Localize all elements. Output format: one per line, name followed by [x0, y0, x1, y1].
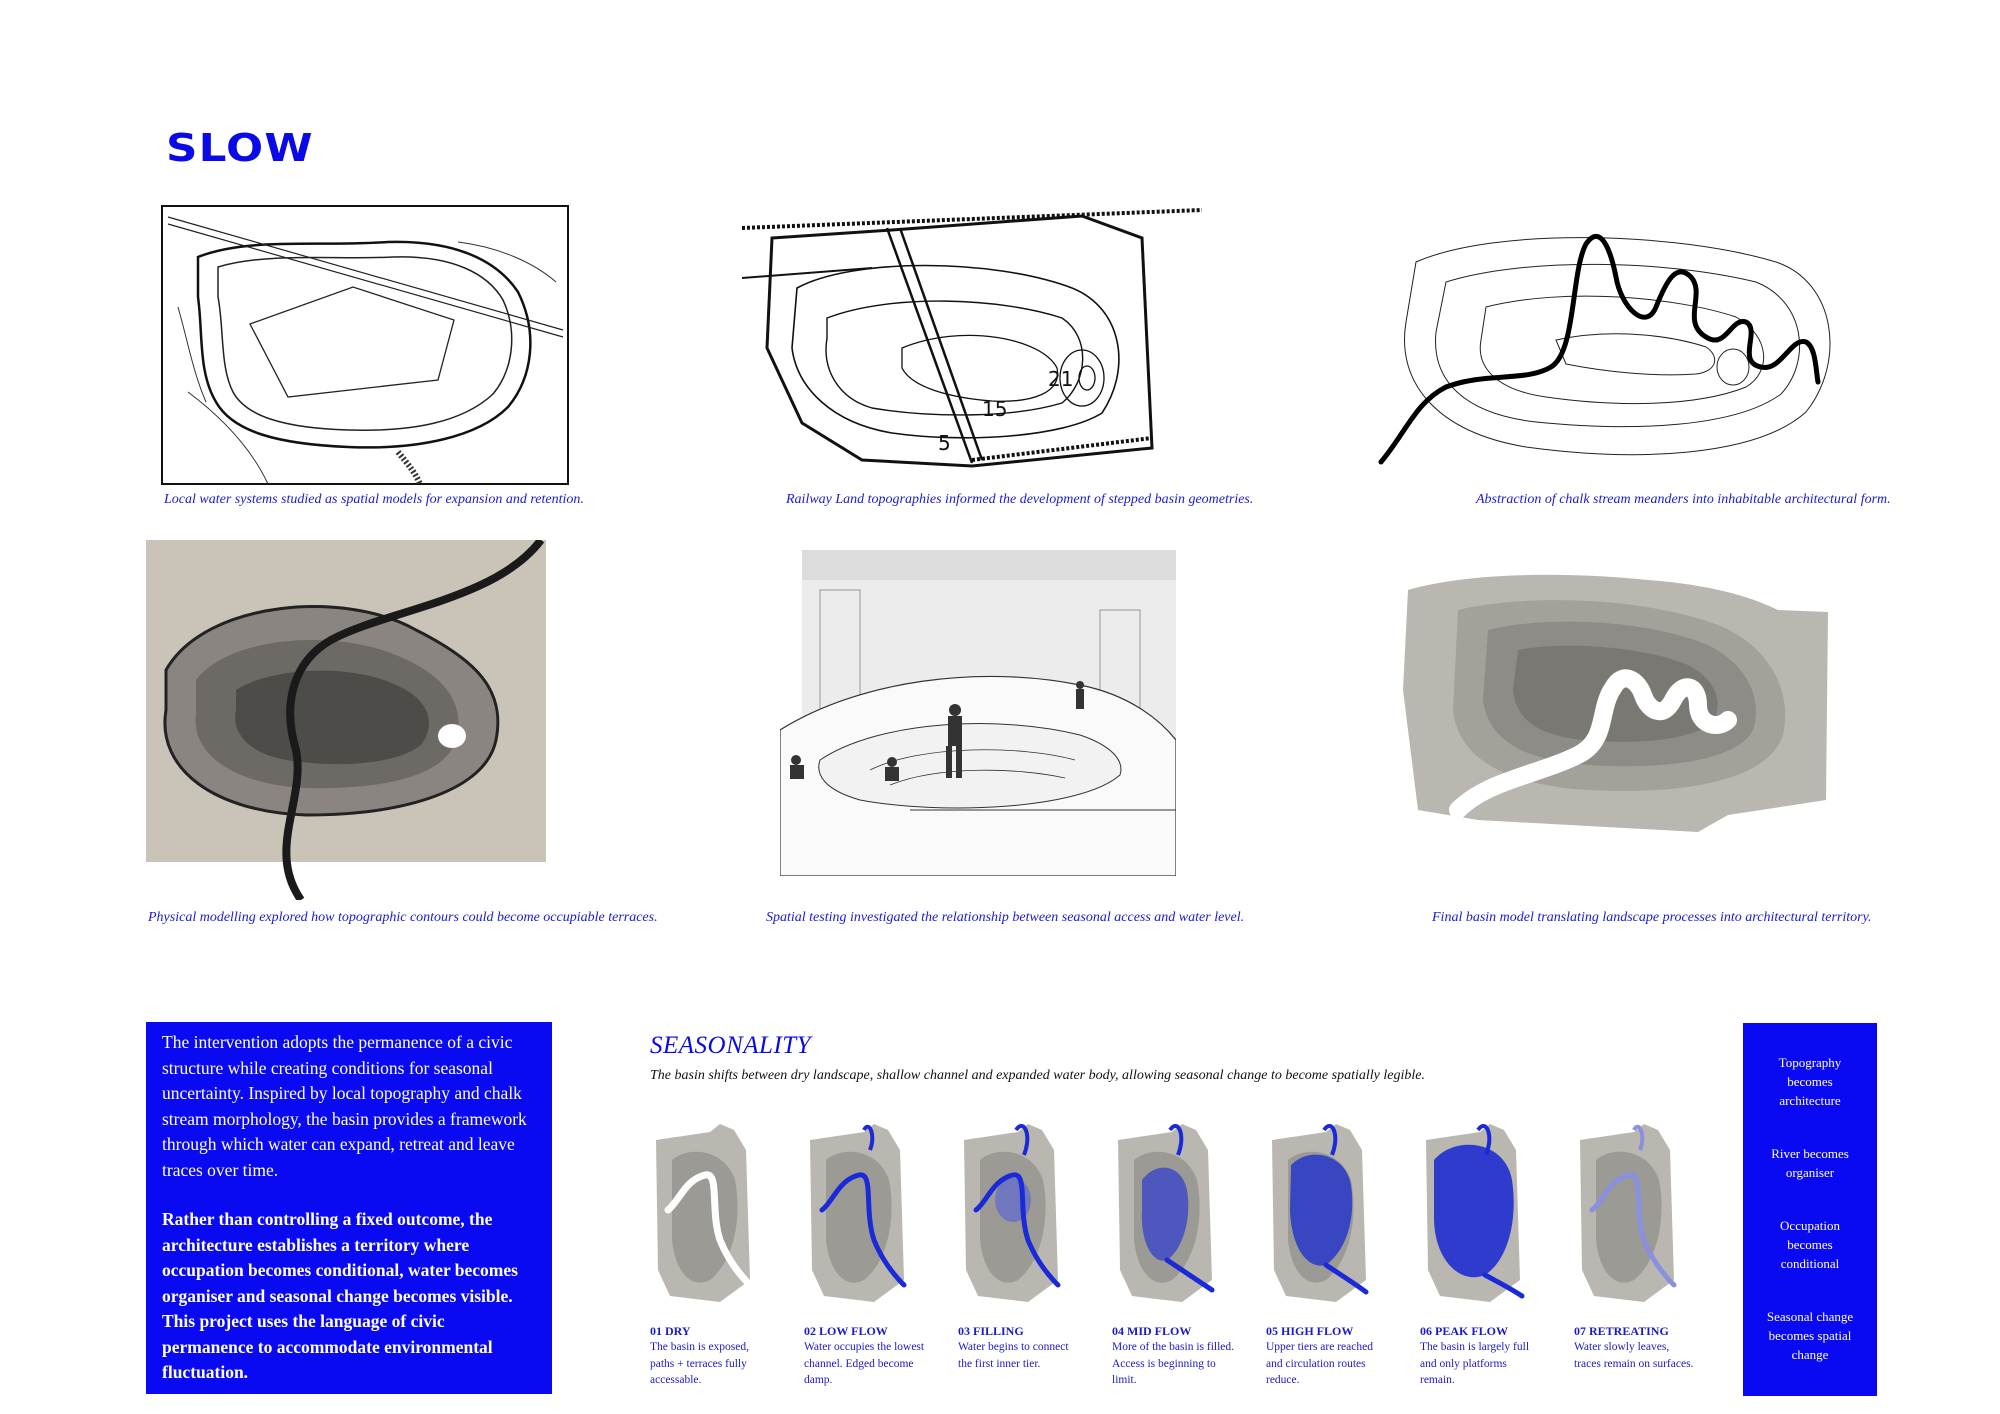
map-railway-land [742, 198, 1202, 490]
final-basin-model [1398, 570, 1830, 832]
phase-description: The basin is exposed, paths + terraces fully accessable. [650, 1341, 750, 1386]
phase-label: 07 RETREATING [1574, 1324, 1669, 1338]
principles-sidebar [1743, 1023, 1877, 1396]
principle-item: Topography becomes architecture [1778, 1055, 1842, 1108]
phase-label: 06 PEAK FLOW [1420, 1324, 1509, 1338]
phase-model-mid-flow [1112, 1120, 1224, 1310]
contour-label-21: 21 [1048, 367, 1074, 391]
sketch-water-systems [158, 202, 578, 490]
caption-railway-land: Railway Land topographies informed the development of stepped basin geometries. [786, 492, 1254, 507]
caption-water-systems: Local water systems studied as spatial models for expansion and retention. [164, 492, 584, 507]
caption-physical-model: Physical modelling explored how topographic contours could become occupiable terraces. [148, 910, 658, 925]
caption-meanders: Abstraction of chalk stream meanders into inhabitable architectural form. [1476, 492, 1891, 507]
phase-description: The basin is largely full and only platforms remain. [1420, 1341, 1530, 1386]
caption-spatial-test: Spatial testing investigated the relationship between seasonal access and water level. [766, 910, 1245, 925]
contour-label-15: 15 [982, 397, 1008, 421]
phase-label: 05 HIGH FLOW [1266, 1324, 1354, 1338]
caption-final-model: Final basin model translating landscape processes into architectural territory. [1432, 910, 1872, 925]
phase-low-flow [804, 1120, 954, 1389]
phase-label: 02 LOW FLOW [804, 1324, 888, 1338]
phase-retreating [1574, 1120, 1724, 1372]
phase-model-retreating [1574, 1120, 1686, 1310]
phase-filling [958, 1120, 1108, 1372]
phase-model-high-flow [1266, 1120, 1378, 1310]
phase-model-dry [650, 1120, 762, 1310]
physical-model-photo [146, 540, 546, 900]
phase-label: 03 FILLING [958, 1324, 1024, 1338]
phase-dry [650, 1120, 800, 1389]
meander-abstraction [1376, 222, 1856, 472]
phase-description: Upper tiers are reached and circulation routes reduce. [1266, 1341, 1373, 1386]
phase-model-peak-flow [1420, 1120, 1532, 1310]
phase-label: 01 DRY [650, 1324, 691, 1338]
intro-statement: Rather than controlling a fixed outcome, the architecture establishes a territory where occupation becomes conditional, water becomes organiser and seasonal change becomes visible. This project uses the language of civic permanence to accommodate environmental fluctuation. [162, 1209, 518, 1382]
phase-high-flow [1266, 1120, 1416, 1389]
principle-item: Occupation becomes conditional [1780, 1218, 1840, 1271]
phase-model-low-flow [804, 1120, 916, 1310]
phase-description: Water slowly leaves, traces remain on surfaces. [1574, 1341, 1694, 1370]
phase-peak-flow [1420, 1120, 1570, 1389]
phase-label: 04 MID FLOW [1112, 1324, 1192, 1338]
phase-mid-flow [1112, 1120, 1262, 1389]
phase-description: Water begins to connect the first inner tier. [958, 1341, 1069, 1370]
page-title: SLOW [166, 126, 314, 170]
phase-description: Water occupies the lowest channel. Edged become damp. [804, 1341, 925, 1386]
seasonality-subtitle: The basin shifts between dry landscape, shallow channel and expanded water body, allowing seasonal change to become spatially legible. [650, 1068, 1425, 1083]
principle-item: River becomes organiser [1771, 1146, 1849, 1180]
principle-item: Seasonal change becomes spatial change [1766, 1309, 1854, 1362]
intro-textbox [146, 1022, 552, 1394]
phase-description: More of the basin is filled. Access is beginning to limit. [1112, 1341, 1235, 1386]
contour-label-5: 5 [938, 431, 951, 455]
intro-paragraph: The intervention adopts the permanence of a civic structure while creating conditions for seasonal uncertainty. Inspired by local topography and chalk stream morphology, the basin provides a framework through which water can expand, retreat and leave traces over time. [162, 1032, 527, 1180]
seasonality-title: SEASONALITY [650, 1032, 812, 1059]
spatial-test-render [780, 550, 1176, 876]
phase-model-filling [958, 1120, 1070, 1310]
